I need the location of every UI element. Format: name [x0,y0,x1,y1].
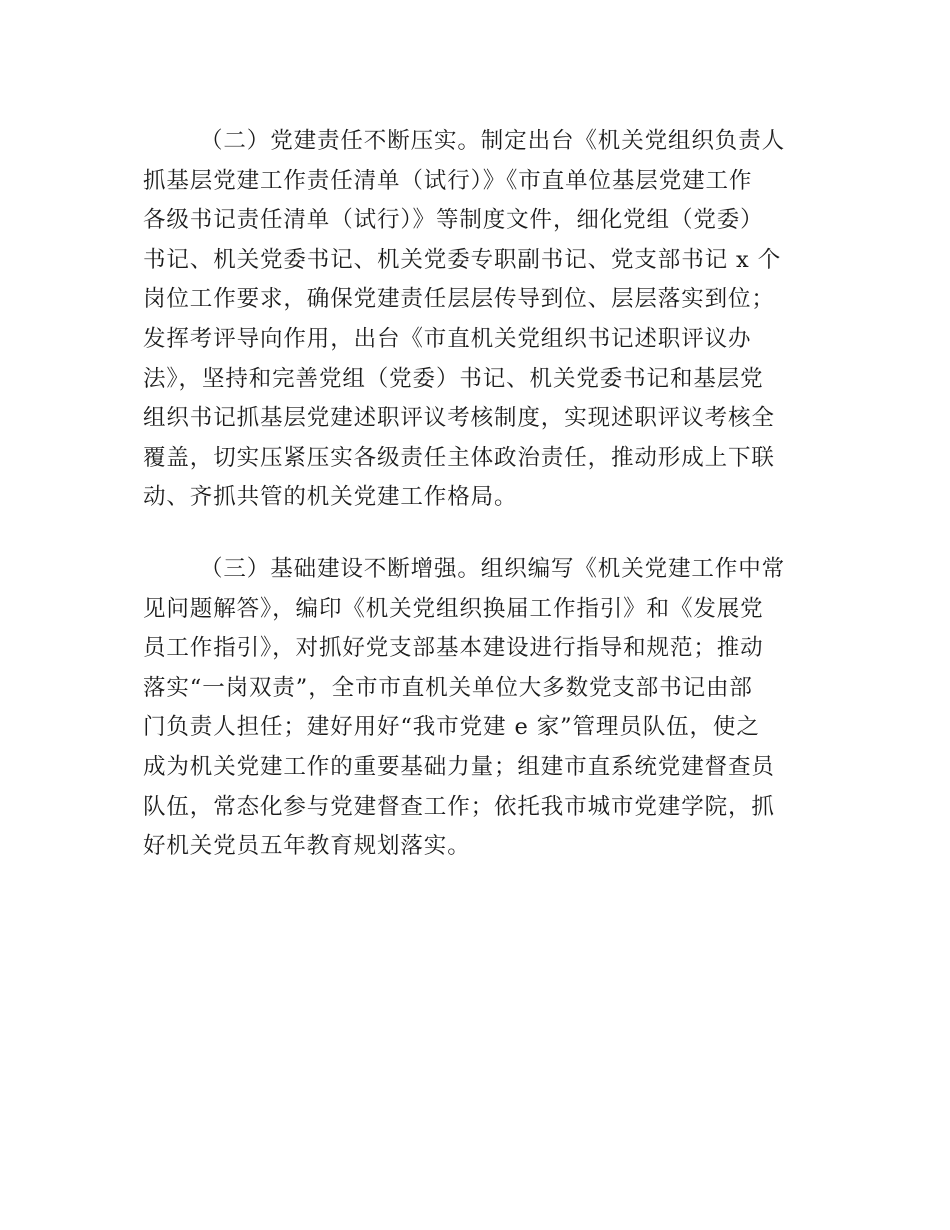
paragraph-line: （二）党建责任不断压实。制定出台《机关党组织负责人 [200,128,786,154]
paragraph-basic-construction [143,550,813,867]
paragraph-line: 好机关党员五年教育规划落实。 [143,833,471,860]
paragraph-line: 员工作指引》，对抓好党支部基本建设进行指导和规范；推动 [143,635,764,662]
document-body [143,122,813,867]
paragraph-line: 见问题解答》，编印《机关党组织换届工作指引》和《发展党 [143,595,764,622]
paragraph-line: 动、齐抓共管的机关党建工作格局。 [143,484,518,511]
paragraph-line: 组织书记抓基层党建述职评议考核制度，实现述职评议考核全 [143,405,775,432]
paragraph-line: （三）基础建设不断增强。组织编写《机关党建工作中常 [200,555,786,582]
paragraph-line: 落实“一岗双责”，全市市直机关单位大多数党支部书记由部 [143,674,753,701]
paragraph-line: 各级书记责任清单（试行）》等制度文件，细化党组（党委） [143,207,764,234]
paragraph-line: 法》，坚持和完善党组（党委）书记、机关党委书记和基层党 [143,365,764,392]
paragraph-party-responsibility [143,122,813,518]
paragraph-line: 抓基层党建工作责任清单（试行）》《市直单位基层党建工作 [143,167,753,194]
paragraph-line: 队伍，常态化参与党建督查工作；依托我市城市党建学院，抓 [143,793,775,820]
paragraph-line: 成为机关党建工作的重要基础力量；组建市直系统党建督查员 [143,753,775,780]
paragraph-line: 书记、机关党委书记、机关党委专职副书记、党支部书记 x 个 [143,246,782,273]
paragraph-line: 覆盖，切实压紧压实各级责任主体政治责任，推动形成上下联 [143,444,775,471]
paragraph-line: 发挥考评导向作用，出台《市直机关党组织书记述职评议办 [143,325,752,352]
paragraph-line: 岗位工作要求，确保党建责任层层传导到位、层层落实到位； [143,286,775,313]
paragraph-line: 门负责人担任；建好用好“我市党建 e 家”管理员队伍，使之 [143,714,760,741]
